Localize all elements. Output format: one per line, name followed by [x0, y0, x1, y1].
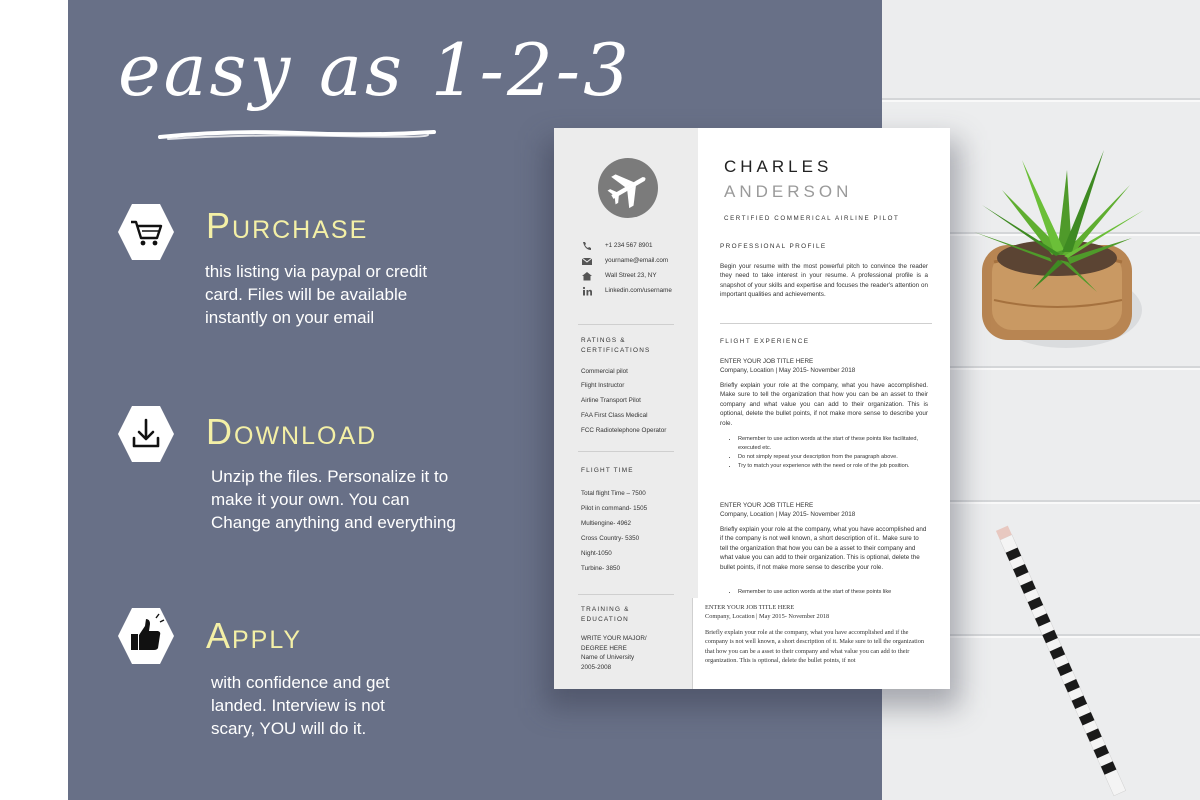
avatar: [598, 158, 658, 218]
flight-time-heading: FLIGHT TIME: [581, 467, 634, 474]
heading-line: TRAINING &: [581, 606, 630, 613]
linkedin-icon: [581, 286, 593, 296]
contact-text: yourname@email.com: [605, 257, 669, 264]
step-text-apply: [211, 671, 390, 740]
training-line: WRITE YOUR MAJOR/: [581, 635, 647, 642]
heading-line: CERTIFICATIONS: [581, 347, 651, 354]
training-line: Name of University: [581, 654, 635, 661]
step-line: Unzip the files. Personalize it to: [211, 467, 449, 486]
flight-time-item: Turbine- 3850: [581, 565, 620, 572]
flight-time-item: Cross Country- 5350: [581, 535, 640, 542]
job-meta: Company, Location | May 2015- November 2018: [720, 367, 856, 374]
step-line: card. Files will be available: [205, 285, 408, 304]
training-line: 2005-2008: [581, 663, 612, 671]
resume-preview: [554, 128, 950, 689]
step-line: make it your own. You can: [211, 490, 410, 509]
ratings-heading: [581, 336, 650, 356]
main-divider: [720, 323, 932, 324]
job-title: ENTER YOUR JOB TITLE HERE: [705, 604, 795, 611]
airplane-icon: [598, 158, 658, 218]
job-bullet: • Do not simply repeat your description from the paragraph above.: [738, 453, 938, 462]
profile-text: Begin your resume with the most powerful pitch to convince the reader they need to take interest in your resume. A professional profile is a snapshot of your skills and expertise and focuses the reader's attention on important qualities and achievements.: [720, 263, 928, 299]
job-meta: Company, Location | May 2015- November 2018: [720, 511, 856, 518]
step-line: scary, YOU will do it.: [211, 719, 367, 738]
step-line: with confidence and get: [211, 673, 390, 692]
rating-item: FAA First Class Medical: [581, 412, 648, 419]
experience-heading: FLIGHT EXPERIENCE: [720, 338, 810, 345]
headline-underline: [158, 128, 438, 142]
home-icon: [581, 271, 593, 281]
headline: easy as 1-2-3: [118, 28, 632, 112]
phone-icon: [581, 241, 593, 251]
job-bullets: [726, 435, 938, 471]
step-title-purchase: Purchase: [206, 205, 369, 246]
step-text-purchase: [205, 260, 427, 329]
sidebar-divider: [578, 594, 674, 595]
download-icon: [118, 404, 174, 464]
overlay-sheet: [692, 598, 950, 689]
step-line: instantly on your email: [205, 308, 375, 327]
resume-first-name: CHARLES: [724, 157, 833, 176]
resume-last-name: ANDERSON: [724, 182, 853, 201]
step-title-download: Download: [206, 411, 378, 452]
flight-time-item: Total flight Time – 7500: [581, 490, 646, 497]
step-title-apply: Apply: [206, 615, 303, 656]
mail-icon: [581, 256, 593, 266]
job-title: ENTER YOUR JOB TITLE HERE: [720, 502, 814, 509]
flight-time-item: Multiengine- 4962: [581, 520, 632, 527]
heading-line: EDUCATION: [581, 616, 629, 623]
heading-line: RATINGS &: [581, 337, 626, 344]
rating-item: Commercial pilot: [581, 368, 628, 375]
resume-job-title: CERTIFIED COMMERICAL AIRLINE PILOT: [724, 215, 900, 222]
rating-item: FCC Radiotelephone Operator: [581, 427, 667, 434]
flight-time-item: Pilot in command- 1505: [581, 505, 648, 512]
rating-item: Flight Instructor: [581, 382, 625, 389]
job-description: Briefly explain your role at the company, what you have accomplished. Make sure to tell the organization that how you can be an asset to their company and what value you can add to their organization. This is optional, delete the bullet points, if not make more sense to describe your role.: [720, 382, 928, 427]
job-bullet: • Remember to use action words at the start of these points like facilitated, executed etc.: [738, 435, 938, 453]
rating-item: Airline Transport Pilot: [581, 397, 641, 404]
step-line: this listing via paypal or credit: [205, 262, 428, 281]
sidebar-divider: [578, 324, 674, 325]
training-heading: [581, 605, 630, 625]
job-title: ENTER YOUR JOB TITLE HERE: [720, 358, 814, 365]
job-meta: Company, Location | May 2015- November 2018: [705, 613, 830, 620]
step-line: landed. Interview is not: [211, 696, 385, 715]
contact-text: Linkedin.com/username: [605, 287, 672, 294]
profile-heading: PROFESSIONAL PROFILE: [720, 243, 827, 250]
job-bullet: • Remember to use action words at the start of these points like: [738, 588, 938, 597]
thumbs-up-icon: [118, 606, 174, 666]
job-description: Briefly explain your role at the company, what you have accomplished and if the company is not well known, a short description of it.. Make sure to tell the organization that how you can be a asset to their company and what value you can add to their organization. This is optional, delete the bullet points, if not make more sense to describe your role.: [720, 526, 927, 571]
training-line: DEGREE HERE: [581, 644, 627, 652]
training-details: [581, 634, 647, 672]
job-description: Briefly explain your role at the company, what you have accomplished and if the company is not well known, a short description of it. Make sure to tell the organization that how you can be a asset to their company and what value you can add to their organization. This is optional, delete the bullet points, if not: [705, 629, 925, 665]
step-line: Change anything and everything: [211, 513, 456, 532]
contact-text: +1 234 567 8901: [605, 242, 653, 249]
job-bullet: • Try to match your experience with the need or role of the job position.: [738, 462, 938, 471]
contact-text: Wall Street 23, NY: [605, 272, 657, 279]
resume-sidebar: [554, 128, 698, 689]
shopping-cart-icon: [118, 202, 174, 262]
job-bullets: [726, 588, 938, 597]
flight-time-item: Night-1050: [581, 550, 612, 557]
step-text-download: [211, 465, 456, 534]
sidebar-divider: [578, 451, 674, 452]
